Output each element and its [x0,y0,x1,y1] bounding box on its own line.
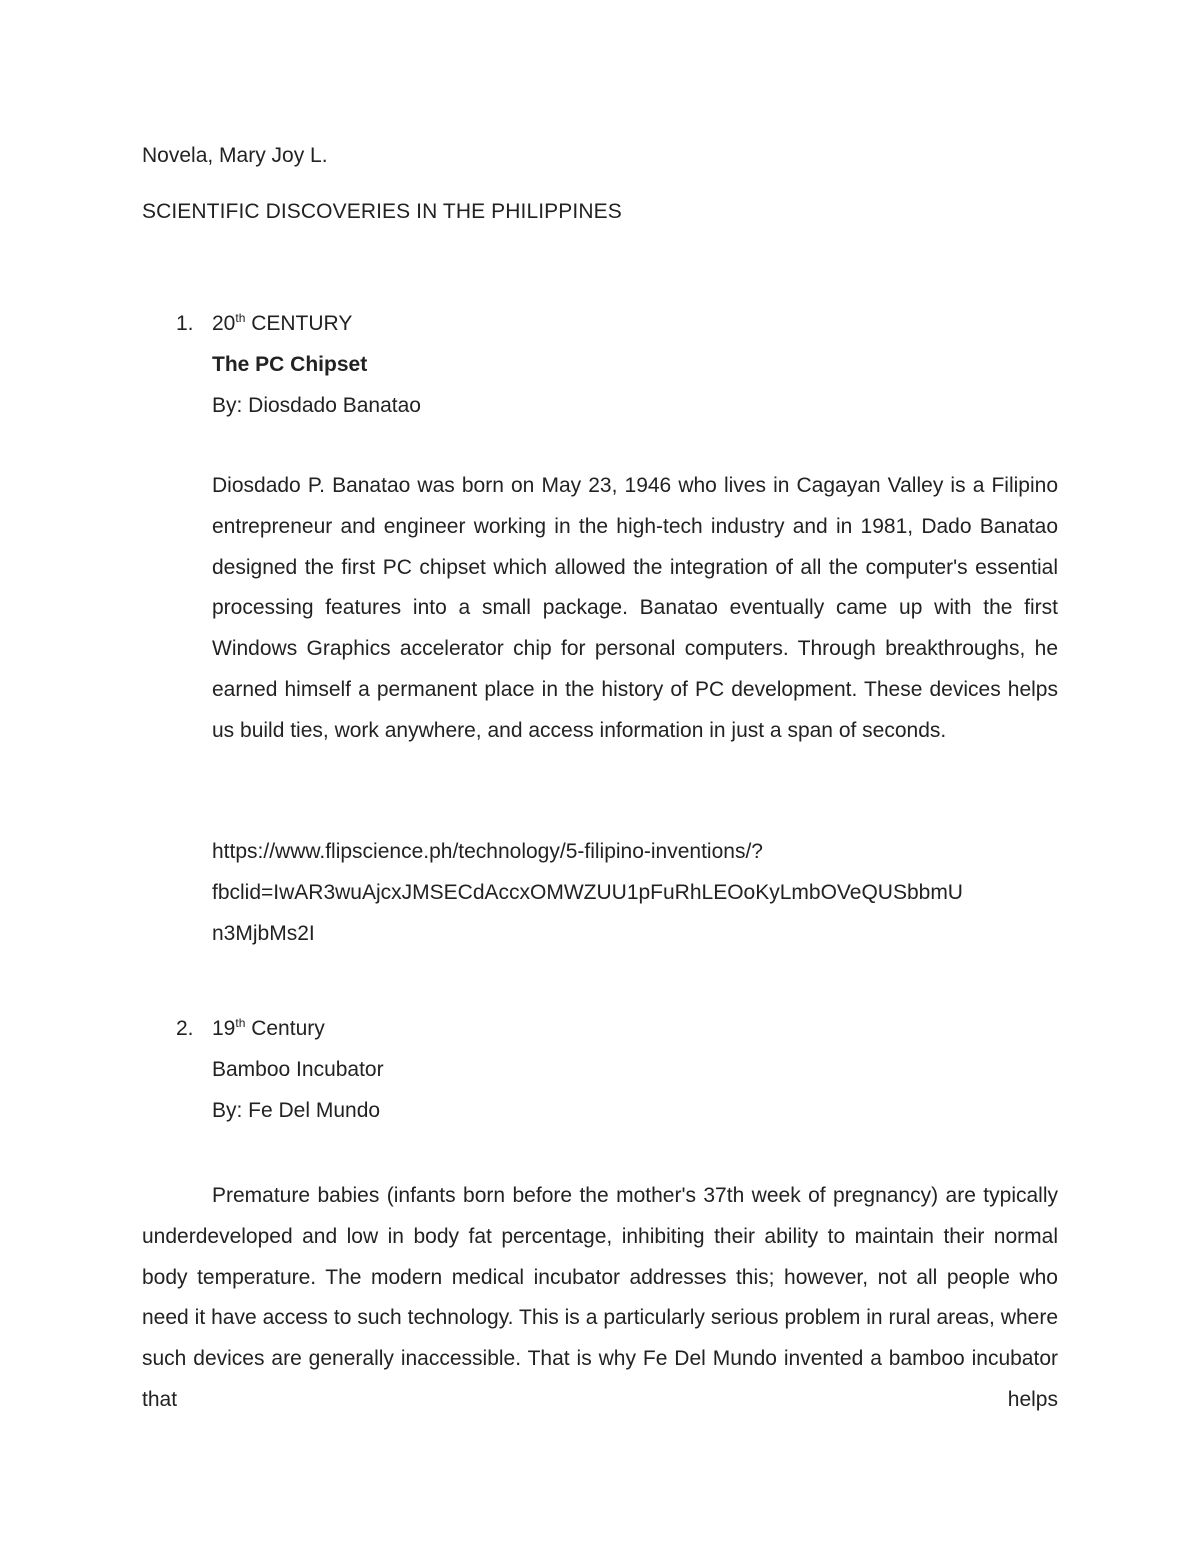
century-suffix: th [235,311,246,325]
invention-title: Bamboo Incubator [212,1058,384,1081]
invention-title: The PC Chipset [212,353,368,376]
list-item [212,1015,1058,1138]
url-line: n3MjbMs2I [212,921,315,945]
century-number: 19 [212,1017,236,1040]
author-name: Novela, Mary Joy L. [142,144,328,167]
body-paragraph: Diosdado P. Banatao was born on May 23, 1946 who lives in Cagayan Valley is a Filipino entrepreneur and engineer working in the high-tech industry and in 1981, Dado Banatao designed the first PC chipset which allowed the integration of all the computer's essential processing features into a small package. Banatao eventually came up with the first Windows Graphics accelerator chip for personal computers. Through breakthroughs, he earned himself a permanent place in the history of PC development. These devices helps us build ties, work anywhere, and access information in just a span of seconds. [212,474,1058,742]
list-number: 1. [176,312,194,335]
century-word: Century [245,1017,325,1040]
list-number: 2. [176,1017,194,1040]
url-line: https://www.flipscience.ph/technology/5-filipino-inventions/? [212,840,763,863]
century-heading [212,1015,1058,1056]
century-suffix: th [235,1016,246,1030]
century-number: 20 [212,312,236,335]
source-url [212,832,1058,954]
inventor-byline: By: Fe Del Mundo [212,1099,381,1122]
document-title: SCIENTIFIC DISCOVERIES IN THE PHILIPPINES [142,200,622,223]
century-word: CENTURY [245,312,353,335]
list-item [212,310,1058,433]
century-heading [212,310,1058,351]
url-line: fbclid=IwAR3wuAjcxJMSECdAccxOMWZUU1pFuRhLEOoKyLmbOVeQUSbbmU [212,880,963,904]
body-paragraph: Premature babies (infants born before the mother's 37th week of pregnancy) are typically underdeveloped and low in body fat percentage, inhibiting their ability to maintain their normal body temperature. The modern medical incubator addresses this; however, not all people who need it have access to such technology. This is a particularly serious problem in rural areas, where such devices are generally inaccessible. That is why Fe Del Mundo invented a bamboo incubator that helps [142,1184,1058,1411]
inventor-byline: By: Diosdado Banatao [212,394,421,417]
